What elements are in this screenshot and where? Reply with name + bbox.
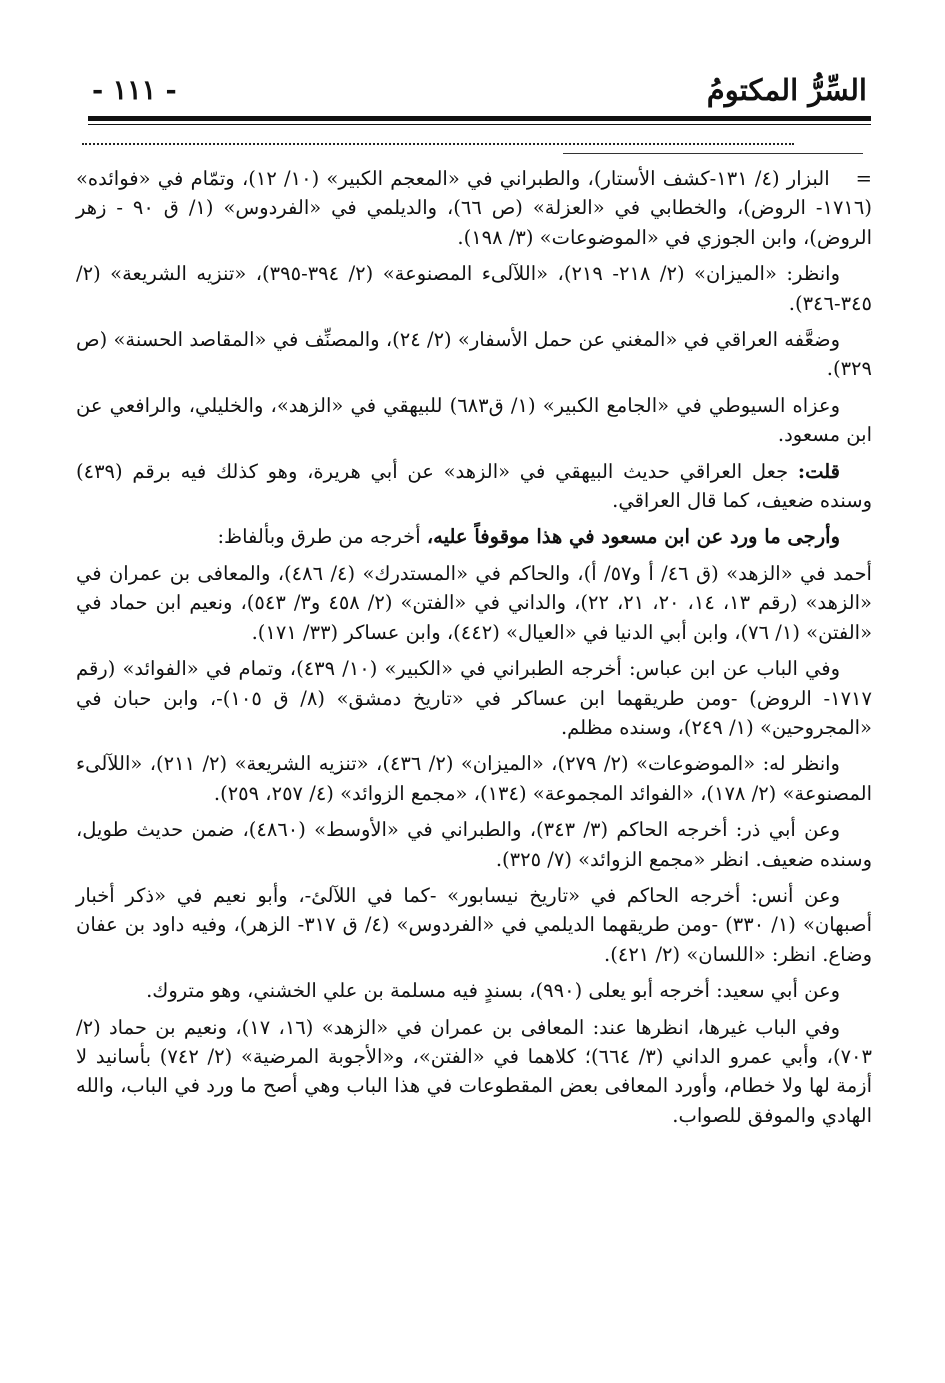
paragraph-text: وعن أنس: أخرجه الحاكم في «تاريخ نيسابور» -كما في اللآلئ-، وأبو نعيم في «ذكر أخبار أصبهان» (١/ ٣٣٠) -ومن طريقهما الديلمي في «الفردوس» (٤/ ق ٣١٧- الزهر)، وفيه داود بن عفان وضاع. انظر: «اللسان» (٢/ ٤٢١). [76,883,872,966]
footnote-paragraph [76,749,872,808]
footnote-paragraph [76,259,872,318]
paragraph-lead: وأرجى ما ورد عن ابن مسعود في هذا موقوفاً عليه، [426,525,840,549]
paragraph-text: جعل العراقي حديث البيهقي في «الزهد» عن أبي هريرة، وهو كذلك فيه برقم (٤٣٩) وسنده ضعيف، كما قال العراقي. [76,459,872,513]
footnote-paragraph [76,559,872,647]
footnote-body [76,164,872,1137]
footnote-paragraph [76,391,872,450]
book-title: السِّرُّ المكتومُ [706,73,867,107]
dotted-separator [82,143,794,145]
paragraph-lead: قلت: [797,459,840,483]
footnote-paragraph [76,164,872,252]
footnote-paragraph [76,522,872,551]
footnote-paragraph [76,457,872,516]
footnote-separator-line [563,153,863,154]
paragraph-text: وفي الباب غيرها، انظرها عند: المعافى بن عمران في «الزهد» (١٦، ١٧)، ونعيم بن حماد (٢/ ٧٠٣)، وأبي عمرو الداني (٣/ ٦٦٤)؛ كلاهما في «الفتن»، و«الأجوبة المرضية» (٢/ ٧٤٢) بأسانيد لا أزمة لها ولا خطام، وأورد المعافى بعض المقطوعات في هذا الباب وهي أصح ما ورد في الباب، والله الهادي والموفق للصواب. [76,1015,872,1127]
paragraph-text: وفي الباب عن ابن عباس: أخرجه الطبراني في «الكبير» (١٠/ ٤٣٩)، وتمام في «الفوائد» (رقم ١٧١٧- الروض) -ومن طريقهما ابن عساكر في «تاريخ دمشق» (٨/ ق ١٠٥)-، وابن حبان في «المجروحين» (١/ ٢٤٩)، وسنده مظلم. [76,657,872,739]
footnote-paragraph [76,881,872,969]
footnote-paragraph [76,654,872,742]
footnote-paragraph [76,325,872,384]
header-rule-thick [88,116,871,121]
paragraph-text: وضعَّفه العراقي في «المغني عن حمل الأسفار» (٢/ ٢٤)، والمصنِّف في «المقاصد الحسنة» (ص ٣٢٩). [76,328,872,381]
header-rule-thin [88,124,871,125]
paragraph-text: البزار (٤/ ١٣١-كشف الأستار)، والطبراني في «المعجم الكبير» (١٠/ ١٢)، وتمّام في «فوائده» (١٧١٦- الروض)، والخطابي في «العزلة» (ص ٦٦)، والديلمي في «الفردوس» (١/ ق ٩٠ - زهر الروض)، وابن الجوزي في «الموضوعات» (٣/ ١٩٨). [76,167,872,249]
paragraph-text: وعن أبي ذر: أخرجه الحاكم (٣/ ٣٤٣)، والطبراني في «الأوسط» (٤٨٦٠)، ضمن حديث طويل، وسنده ضعيف. انظر «مجمع الزوائد» (٧/ ٣٢٥). [76,818,872,871]
paragraph-text: أخرجه من طرق وبألفاظ: [217,525,421,549]
continuation-marker: = [855,167,872,190]
paragraph-text: وعن أبي سعيد: أخرجه أبو يعلى (٩٩٠)، بسندٍ فيه مسلمة بن علي الخشني، وهو متروك. [146,979,840,1003]
paragraph-text: أحمد في «الزهد» (ق ٤٦/ أ و٥٧/ أ)، والحاكم في «المستدرك» (٤/ ٤٨٦)، والمعافى بن عمران في «الزهد» (رقم ١٣، ١٤، ٢٠، ٢١، ٢٢)، والداني في «الفتن» (٢/ ٤٥٨ و٣/ ٥٤٣)، ونعيم ابن حماد في «الفتن» (١/ ٧٦)، وابن أبي الدنيا في «العيال» (٤٤٢)، وابن عساكر (٣٣/ ١٧١). [76,561,872,644]
paragraph-text: وانظر: «الميزان» (٢/ ٢١٨- ٢١٩)، «اللآلىء المصنوعة» (٢/ ٣٩٤-٣٩٥)، «تنزيه الشريعة» (٢/ ٣٤٥-٣٤٦). [76,262,872,315]
footnote-paragraph [76,976,872,1005]
footnote-paragraph [76,1013,872,1131]
page-number: - ١١١ - [92,75,177,106]
footnote-paragraph [76,815,872,874]
paragraph-text: وانظر له: «الموضوعات» (٢/ ٢٧٩)، «الميزان» (٢/ ٤٣٦)، «تنزيه الشريعة» (٢/ ٢١١)، «اللآلىء المصنوعة» (٢/ ١٧٨)، «الفوائد المجموعة» (١٣٤)، «مجمع الزوائد» (٤/ ٢٥٧، ٢٥٩). [76,752,872,805]
paragraph-text: وعزاه السيوطي في «الجامع الكبير» (١/ ق٦٨٣) للبيهقي في «الزهد»، والخليلي، والرافعي عن ابن مسعود. [76,393,872,447]
